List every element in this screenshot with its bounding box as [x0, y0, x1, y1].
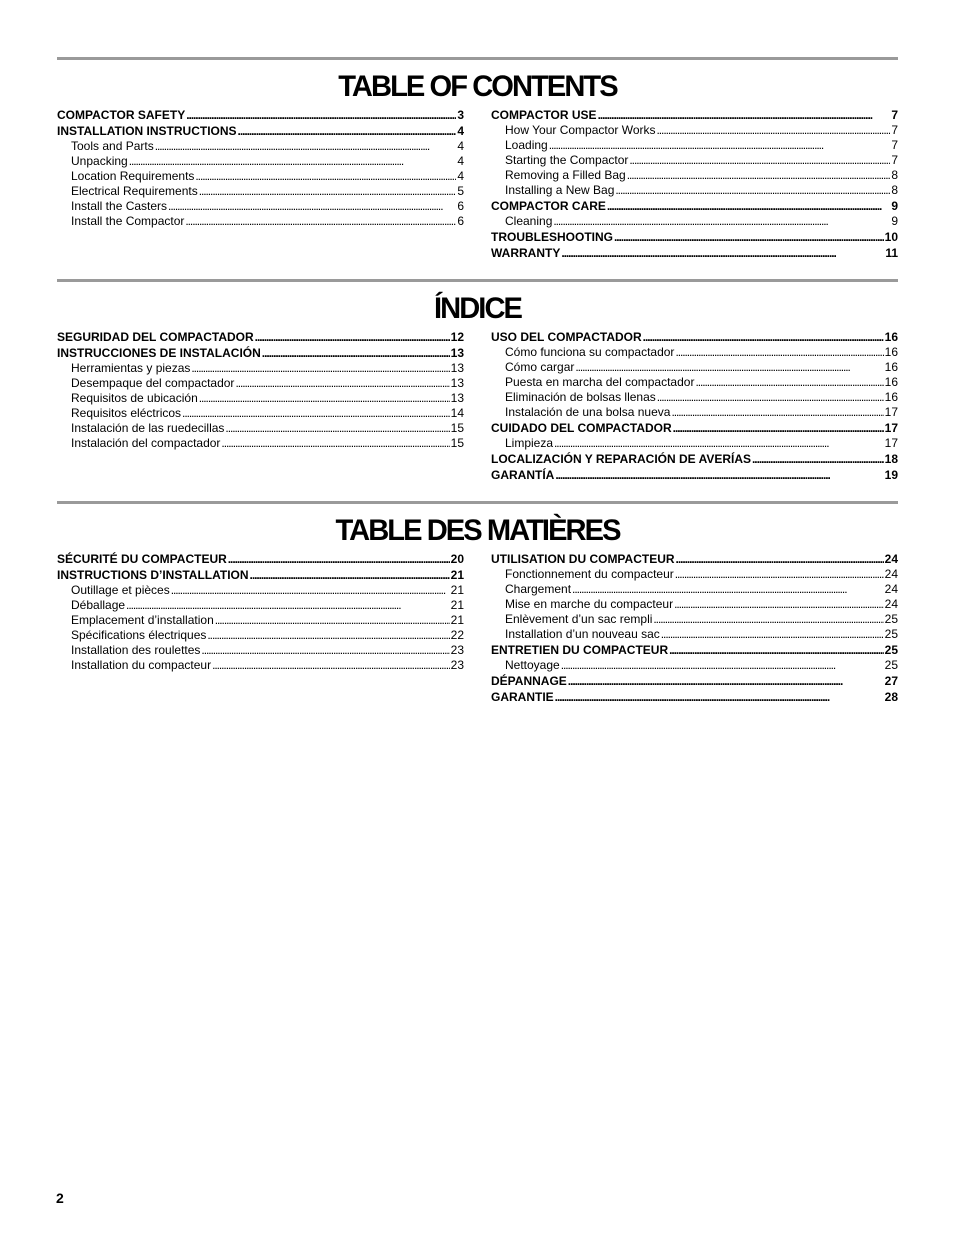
- dot-leader: [228, 551, 450, 567]
- toc-entry[interactable]: [491, 245, 898, 261]
- page-number: 2: [56, 1190, 64, 1206]
- toc-entry-label: SÉCURITÉ DU COMPACTEUR: [57, 552, 227, 566]
- dot-leader: [555, 689, 884, 705]
- toc-entry-page: 15: [450, 436, 464, 450]
- dot-leader: [561, 658, 884, 673]
- toc-entry-page: 7: [891, 138, 898, 152]
- toc-entry[interactable]: [491, 329, 898, 345]
- toc-entry-page: 9: [891, 214, 898, 228]
- toc-entry-page: 3: [457, 108, 464, 122]
- dot-leader: [629, 153, 890, 168]
- toc-entry-label: Outillage et pièces: [71, 583, 170, 597]
- toc-entry[interactable]: [57, 376, 464, 391]
- toc-entry-label: DÉPANNAGE: [491, 674, 567, 688]
- toc-entry-label: Install the Casters: [71, 199, 168, 213]
- dot-leader: [215, 613, 450, 628]
- toc-entry-page: 4: [457, 169, 464, 183]
- toc-entry-label: Cómo funciona su compactador: [505, 345, 675, 359]
- toc-entry[interactable]: [57, 436, 464, 451]
- toc-entry-label: Puesta en marcha del compactador: [505, 375, 695, 389]
- toc-entry-page: 4: [457, 154, 464, 168]
- toc-entry-page: 20: [450, 552, 464, 566]
- toc-entry-page: 21: [450, 583, 464, 597]
- toc-entry[interactable]: [491, 375, 898, 390]
- toc-entry-page: 4: [457, 139, 464, 153]
- dot-leader: [238, 123, 457, 139]
- toc-entry[interactable]: [57, 214, 464, 229]
- toc-entry-label: Location Requirements: [71, 169, 195, 183]
- toc-entry-label: COMPACTOR CARE: [491, 199, 606, 213]
- toc-entry-page: 24: [884, 582, 898, 596]
- dot-leader: [250, 567, 450, 583]
- dot-leader: [225, 421, 449, 436]
- toc-entry[interactable]: [57, 345, 464, 361]
- toc-entry-label: WARRANTY: [491, 246, 561, 260]
- toc-entry-label: INSTRUCTIONS D’INSTALLATION: [57, 568, 249, 582]
- toc-entry-page: 23: [450, 643, 464, 657]
- toc-entry-label: Removing a Filled Bag: [505, 168, 626, 182]
- toc-entry-label: Herramientas y piezas: [71, 361, 191, 375]
- toc-entry-label: CUIDADO DEL COMPACTADOR: [491, 421, 672, 435]
- toc-entry-page: 6: [457, 199, 464, 213]
- toc-entry-page: 13: [450, 376, 464, 390]
- toc-entry-label: Limpieza: [505, 436, 554, 450]
- dot-leader: [549, 138, 891, 153]
- toc-entry-label: Fonctionnement du compacteur: [505, 567, 674, 581]
- toc-entry[interactable]: [491, 214, 898, 229]
- toc-entry[interactable]: [491, 198, 898, 214]
- toc-entry[interactable]: [491, 467, 898, 483]
- toc-entry-page: 4: [457, 124, 464, 138]
- toc-entry-label: GARANTIE: [491, 690, 554, 704]
- toc-right-column: [491, 551, 898, 705]
- toc-entry[interactable]: [491, 345, 898, 360]
- toc-entry-page: 13: [450, 361, 464, 375]
- toc-entry-label: LOCALIZACIÓN Y REPARACIÓN DE AVERÍAS: [491, 452, 752, 466]
- toc-entry[interactable]: [57, 139, 464, 154]
- toc-entry[interactable]: [57, 406, 464, 421]
- dot-leader: [614, 229, 884, 245]
- dot-leader: [643, 329, 884, 345]
- toc-entry[interactable]: [491, 420, 898, 436]
- toc-entry-page: 21: [450, 598, 464, 612]
- toc-entry-label: Electrical Requirements: [71, 184, 198, 198]
- toc-entry[interactable]: [57, 583, 464, 598]
- toc-entry-page: 24: [884, 597, 898, 611]
- toc-entry[interactable]: [491, 390, 898, 405]
- toc-entry[interactable]: [491, 551, 898, 567]
- toc-entry[interactable]: [491, 168, 898, 183]
- toc-left-column: [57, 107, 464, 261]
- toc-entry-label: Déballage: [71, 598, 126, 612]
- toc-entry-label: Instalación de las ruedecillas: [71, 421, 225, 435]
- toc-entry[interactable]: [57, 421, 464, 436]
- dot-leader: [212, 658, 450, 673]
- toc-entry[interactable]: [491, 229, 898, 245]
- toc-entry-page: 8: [891, 183, 898, 197]
- toc-entry-label: Chargement: [505, 582, 572, 596]
- toc-entry-label: Loading: [505, 138, 548, 152]
- dot-leader: [126, 598, 450, 613]
- toc-entry-page: 17: [884, 421, 898, 435]
- toc-right-column: [491, 107, 898, 261]
- toc-entry-page: 25: [884, 658, 898, 672]
- toc-entry-label: Emplacement d’installation: [71, 613, 214, 627]
- toc-entry-page: 16: [884, 375, 898, 389]
- dot-leader: [598, 107, 891, 123]
- toc-entry-page: 17: [884, 405, 898, 419]
- toc-entry-page: 13: [450, 391, 464, 405]
- dot-leader: [199, 184, 457, 199]
- toc-entry[interactable]: [491, 567, 898, 582]
- toc-entry-label: Cómo cargar: [505, 360, 575, 374]
- toc-entry[interactable]: [491, 360, 898, 375]
- dot-leader: [168, 199, 456, 214]
- toc-entry[interactable]: [57, 551, 464, 567]
- toc-entry-label: Eliminación de bolsas llenas: [505, 390, 656, 404]
- dot-leader: [615, 183, 890, 198]
- section-title: ÍNDICE: [434, 292, 521, 325]
- dot-leader: [675, 345, 883, 360]
- toc-section-english: [57, 57, 898, 261]
- toc-entry-label: TROUBLESHOOTING: [491, 230, 613, 244]
- toc-entry[interactable]: [491, 658, 898, 673]
- toc-entry[interactable]: [491, 627, 898, 642]
- dot-leader: [199, 391, 450, 406]
- toc-entry-page: 21: [450, 568, 464, 582]
- section-divider: [57, 501, 898, 504]
- toc-entry-page: 25: [884, 627, 898, 641]
- dot-leader: [182, 406, 450, 421]
- dot-leader: [553, 214, 890, 229]
- toc-entry[interactable]: [491, 689, 898, 705]
- toc-entry[interactable]: [57, 184, 464, 199]
- toc-entry[interactable]: [491, 582, 898, 597]
- dot-leader: [185, 214, 456, 229]
- dot-leader: [195, 169, 456, 184]
- toc-section-french: [57, 501, 898, 705]
- toc-entry-page: 21: [450, 613, 464, 627]
- toc-entry-page: 5: [457, 184, 464, 198]
- toc-entry-label: Starting the Compactor: [505, 153, 629, 167]
- dot-leader: [653, 612, 883, 627]
- toc-entry-label: Installation d’un nouveau sac: [505, 627, 660, 641]
- toc-entry-label: Install the Compactor: [71, 214, 185, 228]
- toc-entry-label: COMPACTOR SAFETY: [57, 108, 186, 122]
- toc-entry-label: Tools and Parts: [71, 139, 154, 153]
- toc-entry[interactable]: [491, 436, 898, 451]
- dot-leader: [675, 567, 884, 582]
- dot-leader: [155, 139, 457, 154]
- dot-leader: [262, 345, 450, 361]
- toc-entry[interactable]: [57, 154, 464, 169]
- toc-entry-page: 25: [884, 643, 898, 657]
- toc-section-spanish: [57, 279, 898, 483]
- dot-leader: [627, 168, 891, 183]
- toc-entry[interactable]: [491, 123, 898, 138]
- toc-entry[interactable]: [57, 169, 464, 184]
- toc-entry[interactable]: [491, 451, 898, 467]
- toc-entry-page: 28: [884, 690, 898, 704]
- toc-entry[interactable]: [491, 673, 898, 689]
- toc-entry-label: UTILISATION DU COMPACTEUR: [491, 552, 675, 566]
- toc-entry-page: 25: [884, 612, 898, 626]
- toc-entry-page: 6: [457, 214, 464, 228]
- toc-entry[interactable]: [491, 405, 898, 420]
- toc-entry[interactable]: [57, 199, 464, 214]
- toc-entry-label: SEGURIDAD DEL COMPACTADOR: [57, 330, 254, 344]
- toc-entry[interactable]: [57, 567, 464, 583]
- dot-leader: [674, 597, 884, 612]
- toc-entry[interactable]: [491, 597, 898, 612]
- dot-leader: [661, 627, 884, 642]
- toc-entry[interactable]: [57, 598, 464, 613]
- toc-entry-page: 23: [450, 658, 464, 672]
- toc-entry-label: COMPACTOR USE: [491, 108, 597, 122]
- section-divider: [57, 57, 898, 60]
- toc-entry-label: Requisitos de ubicación: [71, 391, 198, 405]
- dot-leader: [572, 582, 884, 597]
- dot-leader: [752, 451, 884, 467]
- dot-leader: [554, 436, 884, 451]
- dot-leader: [561, 245, 884, 261]
- toc-entry-label: INSTALLATION INSTRUCTIONS: [57, 124, 237, 138]
- toc-entry-page: 12: [450, 330, 464, 344]
- toc-entry-page: 10: [884, 230, 898, 244]
- dot-leader: [657, 390, 884, 405]
- toc-entry-page: 16: [884, 360, 898, 374]
- section-title: TABLE DES MATIÈRES: [335, 514, 620, 547]
- toc-entry-page: 16: [884, 345, 898, 359]
- toc-entry-page: 13: [450, 346, 464, 360]
- toc-entry-page: 7: [891, 153, 898, 167]
- toc-entry-page: 24: [884, 552, 898, 566]
- toc-entry[interactable]: [57, 643, 464, 658]
- toc-entry-label: INSTRUCCIONES DE INSTALACIÓN: [57, 346, 261, 360]
- dot-leader: [568, 673, 884, 689]
- dot-leader: [695, 375, 883, 390]
- dot-leader: [171, 583, 450, 598]
- toc-entry[interactable]: [57, 329, 464, 345]
- toc-entry-page: 7: [891, 123, 898, 137]
- dot-leader: [671, 405, 883, 420]
- toc-entry-page: 15: [450, 421, 464, 435]
- toc-entry[interactable]: [57, 391, 464, 406]
- toc-left-column: [57, 551, 464, 705]
- toc-entry-label: Mise en marche du compacteur: [505, 597, 674, 611]
- toc-entry-page: 18: [884, 452, 898, 466]
- toc-right-column: [491, 329, 898, 483]
- dot-leader: [575, 360, 883, 375]
- toc-entry-label: Unpacking: [71, 154, 128, 168]
- toc-entry[interactable]: [491, 642, 898, 658]
- toc-entry-label: Requisitos eléctricos: [71, 406, 182, 420]
- dot-leader: [673, 420, 884, 436]
- toc-entry-page: 14: [450, 406, 464, 420]
- toc-entry[interactable]: [57, 123, 464, 139]
- toc-entry[interactable]: [57, 107, 464, 123]
- toc-entry[interactable]: [491, 612, 898, 627]
- toc-entry[interactable]: [57, 613, 464, 628]
- toc-entry-page: 8: [891, 168, 898, 182]
- toc-entry-label: Installation des roulettes: [71, 643, 201, 657]
- toc-entry-label: Enlèvement d’un sac rempli: [505, 612, 653, 626]
- dot-leader: [657, 123, 891, 138]
- dot-leader: [221, 436, 449, 451]
- toc-entry-label: Installation du compacteur: [71, 658, 212, 672]
- toc-entry-label: Cleaning: [505, 214, 553, 228]
- toc-entry-label: How Your Compactor Works: [505, 123, 656, 137]
- toc-entry-label: Instalación del compactador: [71, 436, 221, 450]
- dot-leader: [669, 642, 884, 658]
- toc-entry-page: 17: [884, 436, 898, 450]
- toc-entry[interactable]: [491, 153, 898, 168]
- toc-entry-label: ENTRETIEN DU COMPACTEUR: [491, 643, 669, 657]
- section-title: TABLE OF CONTENTS: [338, 70, 617, 103]
- toc-left-column: [57, 329, 464, 483]
- toc-entry-label: Spécifications électriques: [71, 628, 207, 642]
- toc-entry-page: 16: [884, 330, 898, 344]
- toc-entry-page: 16: [884, 390, 898, 404]
- dot-leader: [207, 628, 449, 643]
- toc-entry-label: USO DEL COMPACTADOR: [491, 330, 642, 344]
- toc-entry-page: 9: [891, 199, 898, 213]
- toc-entry[interactable]: [491, 138, 898, 153]
- toc-entry-label: Nettoyage: [505, 658, 560, 672]
- dot-leader: [129, 154, 457, 169]
- toc-entry[interactable]: [57, 361, 464, 376]
- dot-leader: [255, 329, 450, 345]
- dot-leader: [191, 361, 449, 376]
- toc-entry-page: 7: [891, 108, 898, 122]
- dot-leader: [235, 376, 449, 391]
- dot-leader: [201, 643, 449, 658]
- dot-leader: [607, 198, 890, 214]
- toc-entry-label: Desempaque del compactador: [71, 376, 235, 390]
- toc-entry-label: Installing a New Bag: [505, 183, 615, 197]
- dot-leader: [676, 551, 884, 567]
- toc-entry[interactable]: [57, 628, 464, 643]
- toc-entry-page: 22: [450, 628, 464, 642]
- toc-entry-page: 27: [884, 674, 898, 688]
- toc-entry-label: GARANTÍA: [491, 468, 555, 482]
- toc-entry-page: 19: [884, 468, 898, 482]
- section-divider: [57, 279, 898, 282]
- dot-leader: [186, 107, 456, 123]
- dot-leader: [555, 467, 883, 483]
- toc-entry[interactable]: [491, 183, 898, 198]
- toc-entry[interactable]: [57, 658, 464, 673]
- toc-entry-label: Instalación de una bolsa nueva: [505, 405, 671, 419]
- toc-entry-page: 11: [885, 246, 898, 260]
- toc-entry[interactable]: [491, 107, 898, 123]
- toc-entry-page: 24: [884, 567, 898, 581]
